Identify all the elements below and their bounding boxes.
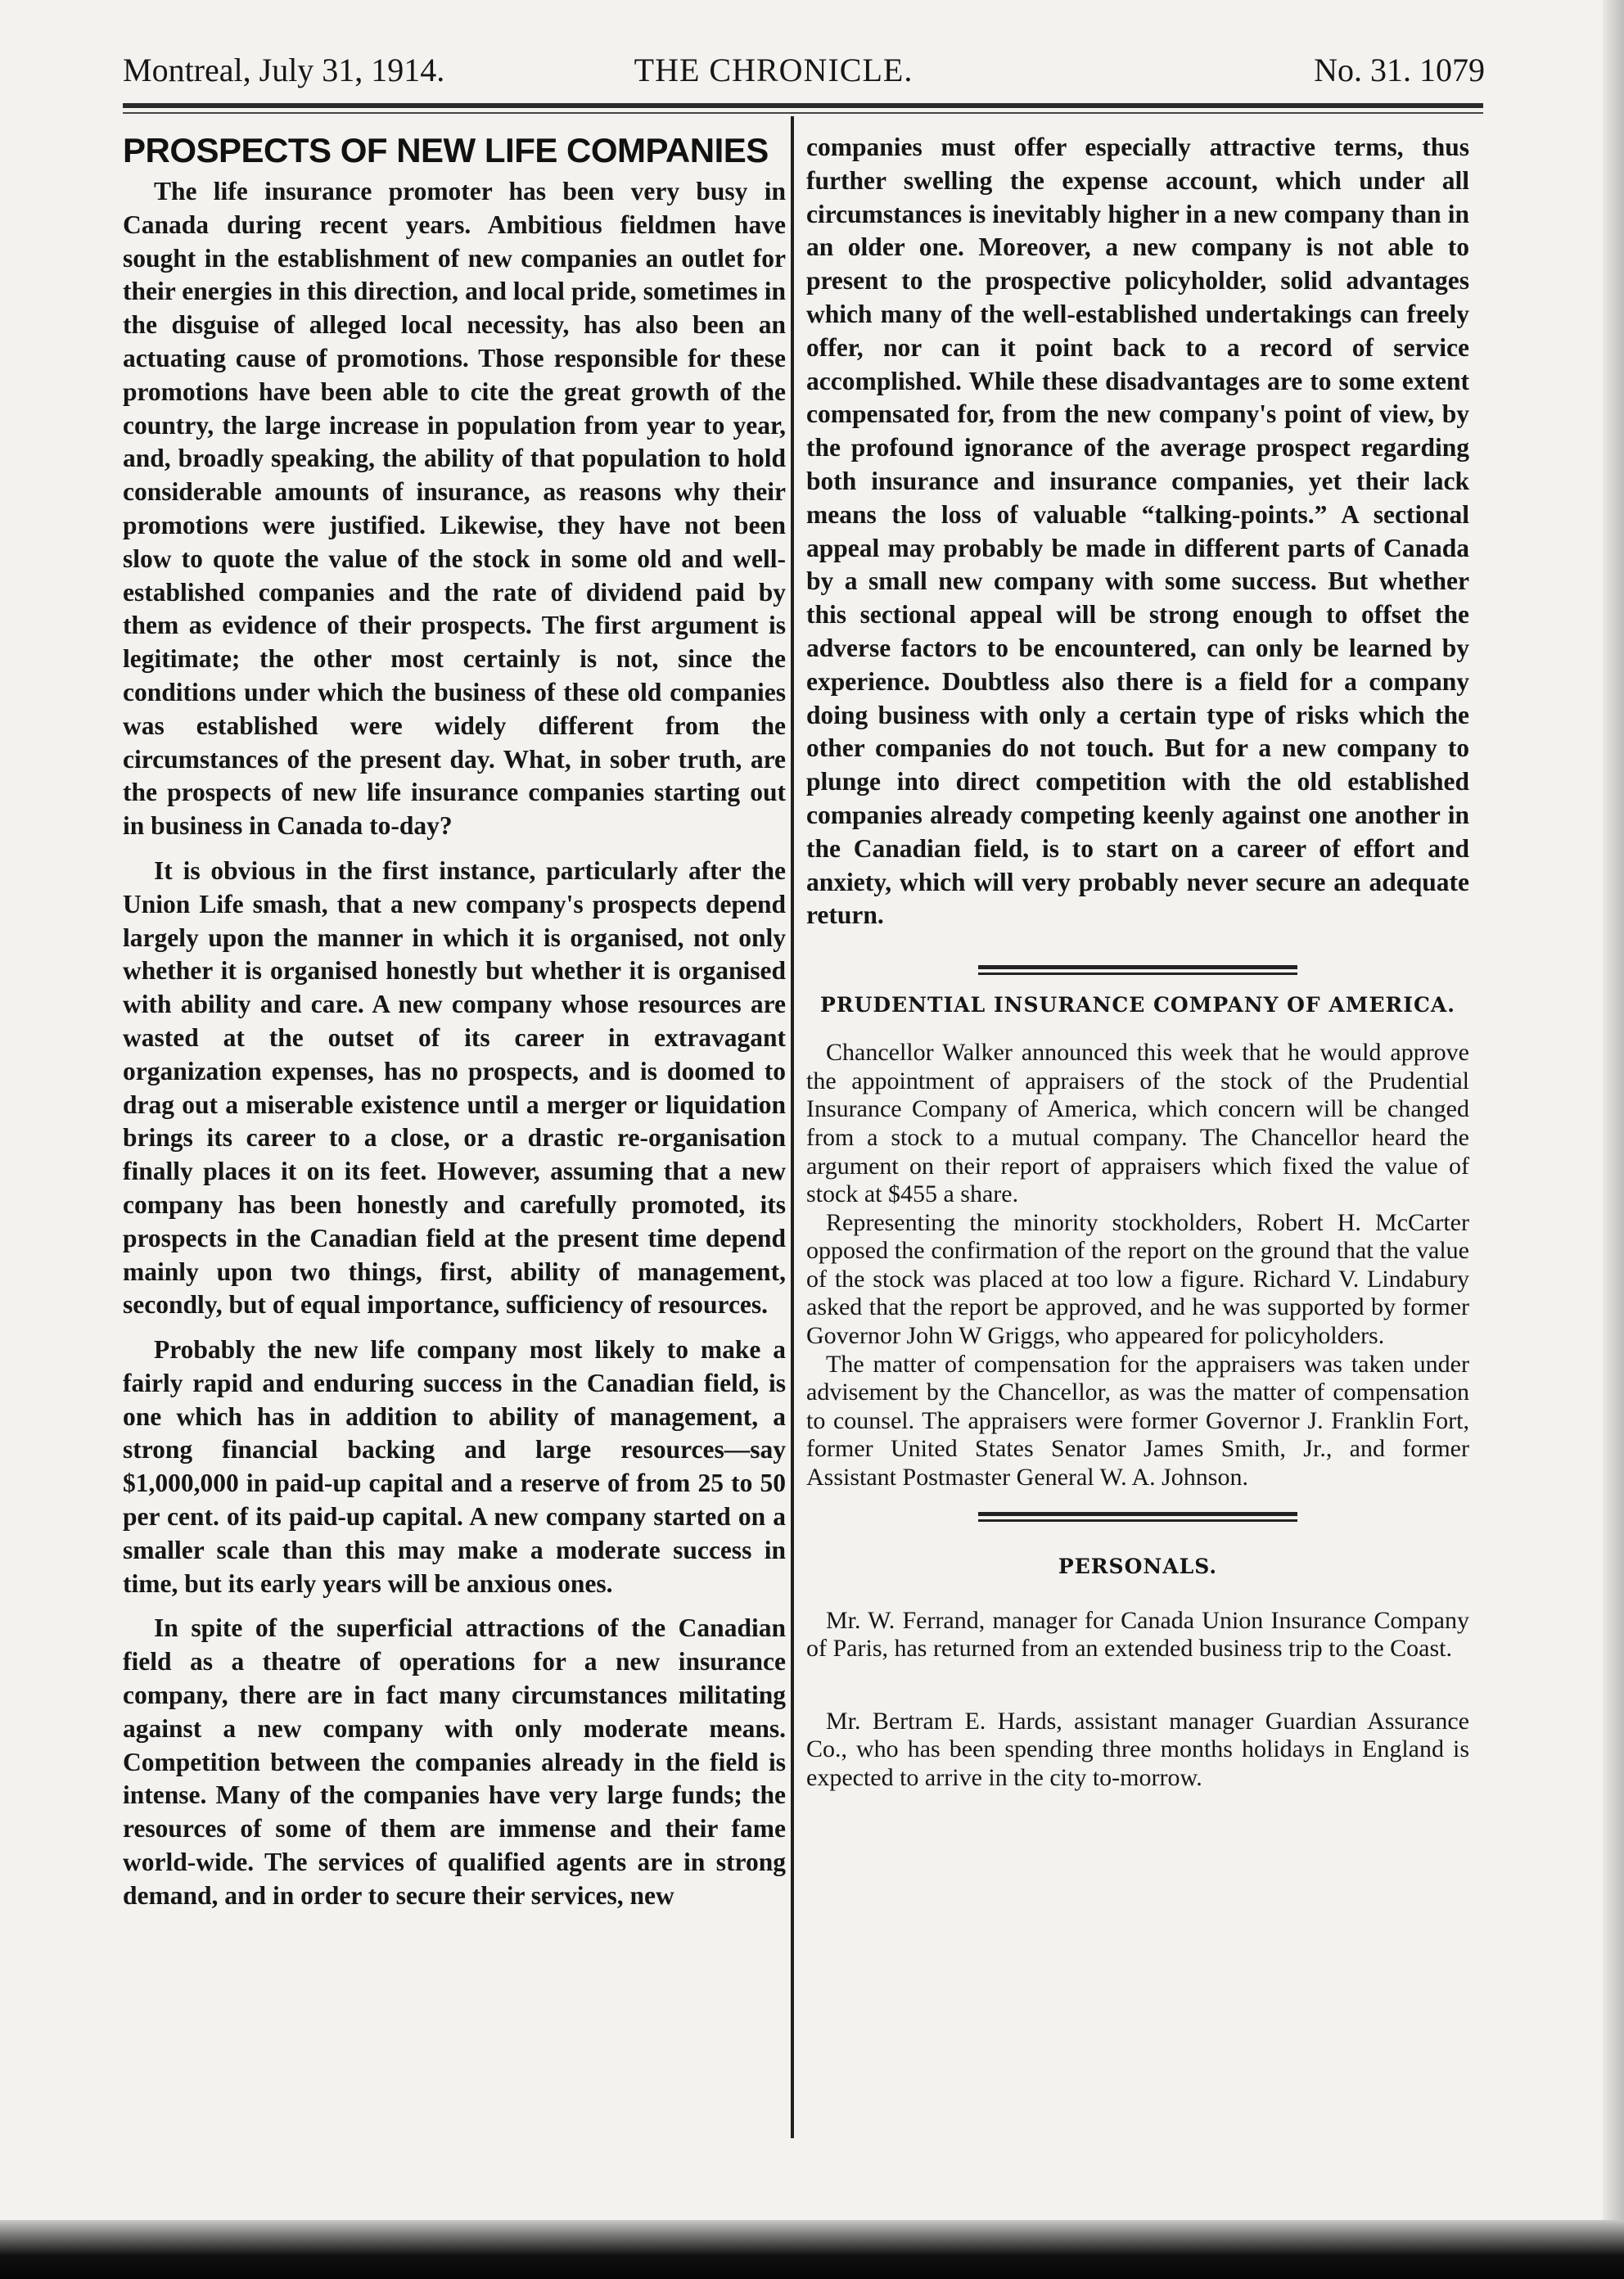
column-divider <box>791 116 794 2138</box>
prudential-paragraph: Representing the minority stockholders, Robert H. McCarter opposed the confirmation of the report on the ground that the value of the stock was placed at too low a figure. Richard V. Lindabury asked that the report be approved, and he was supported by former Governor John W Griggs, who appeared for policyholders. <box>806 1208 1469 1350</box>
prudential-body <box>806 1039 1469 1492</box>
header-rule <box>123 103 1483 108</box>
header-rule-thin <box>123 112 1483 114</box>
article-headline: PROSPECTS OF NEW LIFE COMPANIES <box>123 131 769 169</box>
personals-paragraph: Mr. W. Ferrand, manager for Canada Union Insurance Company of Paris, has returned from an extended business trip to the Coast. <box>806 1606 1469 1663</box>
personals-paragraph: Mr. Bertram E. Hards, assistant manager Guardian Assurance Co., who has been spending three months holidays in England is expected to arrive in the city to-morrow. <box>806 1707 1469 1791</box>
section-divider <box>978 965 1297 975</box>
article-paragraph: In spite of the superficial attractions of the Canadian field as a theatre of operations for a new insurance company, there are in fact many circumstances militating against a new company with only moderate means. Competition between the companies already in the field is intense. Many of the companies have very large funds; the resources of some of them are immense and their fame world-wide. The services of qualified agents are in strong demand, and in order to secure their services, new <box>123 1613 786 1910</box>
prudential-paragraph: Chancellor Walker announced this week that he would approve the appointment of appraisers of the stock of the Prudential Insurance Company of America, which concern will be changed from a stock to a mutual company. The Chancellor heard the argument on their report of appraisers which fixed the value of stock at $455 a share. <box>806 1039 1469 1208</box>
article-paragraph: It is obvious in the first instance, particularly after the Union Life smash, that a new company's prospects depend largely upon the manner in which it is organised, not only whether it is organised honestly but whether it is organised with ability and care. A new company whose resources are wasted at the outset of its career in extravagant organization expenses, has no prospects, and is doomed to drag out a miserable existence until a merger or liquidation brings its career to a close, or a drastic re-organisation finally places it on its feet. However, assuming that a new company has been honestly and carefully promoted, its prospects in the Canadian field at the present time depend mainly upon two things, first, ability of management, secondly, but of equal importance, sufficiency of resources. <box>123 855 786 1320</box>
scan-bottom-shadow <box>0 2220 1624 2279</box>
section-divider <box>978 1512 1297 1522</box>
article-continuation <box>806 131 1469 932</box>
left-column <box>123 131 786 1925</box>
header-publication-title: THE CHRONICLE. <box>634 52 914 88</box>
page-header <box>0 43 1624 92</box>
personals-gap <box>806 1663 1469 1708</box>
page-edge-shadow <box>1603 0 1624 2279</box>
article-paragraph: Probably the new life company most likely to make a fairly rapid and enduring success in the Canadian field, is one which has in addition to ability of management, a strong financial backing and large resources—say $1,000,000 in paid-up capital and a reserve of from 25 to 50 per cent. of its paid-up capital. A new company started on a smaller scale than this may make a moderate success in time, but its early years will be anxious ones. <box>123 1335 786 1598</box>
prudential-paragraph: The matter of compensation for the appraisers was taken under advisement by the Chancellor, as was the matter of compensation to counsel. The appraisers were former Governor J. Franklin Fort, former United States Senator James Smith, Jr., and former Assistant Postmaster General W. A. Johnson. <box>806 1350 1469 1492</box>
article-body <box>123 175 786 1913</box>
prudential-section-title: PRUDENTIAL INSURANCE COMPANY OF AMERICA. <box>820 993 1455 1018</box>
header-dateline: Montreal, July 31, 1914. <box>123 52 445 88</box>
personals-section-title: PERSONALS. <box>1058 1554 1218 1578</box>
article-paragraph: The life insurance promoter has been very busy in Canada during recent years. Ambitious fieldmen have sought in the establishment of new companies an outlet for their energies in this direction, and local pride, sometimes in the disguise of alleged local necessity, has also been an actuating cause of promotions. Those responsible for these promotions have been able to cite the great growth of the country, the large increase in population from year to year, and, broadly speaking, the ability of that population to hold considerable amounts of insurance, as reasons why their promotions were justified. Likewise, they have not been slow to quote the value of the stock in some old and well-established companies and the rate of dividend paid by them as evidence of their prospects. The first argument is legitimate; the other most certainly is not, since the conditions under which the business of these old companies was established were widely different from the circumstances of the present day. What, in sober truth, are the prospects of new life insurance companies starting out in business in Canada to-day? <box>123 177 786 841</box>
article-paragraph-continued: companies must offer especially attractive terms, thus further swelling the expense account, which under all circumstances is inevitably higher in a new company than in an older one. Moreover, a new company is not able to present to the prospective policyholder, solid advantages which many of the well-established undertakings can freely offer, nor can it point back to a record of service accomplished. While these disadvantages are to some extent compensated for, from the new company's point of view, by the profound ignorance of the average prospect regarding both insurance and insurance companies, yet their lack means the loss of valuable “talking-points.” A sectional appeal may probably be made in different parts of Canada by a small new company with some success. But whether this sectional appeal will be strong enough to offset the adverse factors to be encountered, can only be learned by experience. Doubtless also there is a field for a company doing business with only a certain type of risks which the other companies do not touch. But for a new company to plunge into direct competition with the old established companies already competing keenly against one another in the Canadian field, is to start on a career of effort and anxiety, which will very probably never secure an adequate return. <box>806 133 1469 930</box>
right-column <box>806 131 1469 1793</box>
personals-body <box>806 1607 1469 1793</box>
header-issue-page: No. 31. 1079 <box>1314 52 1485 88</box>
